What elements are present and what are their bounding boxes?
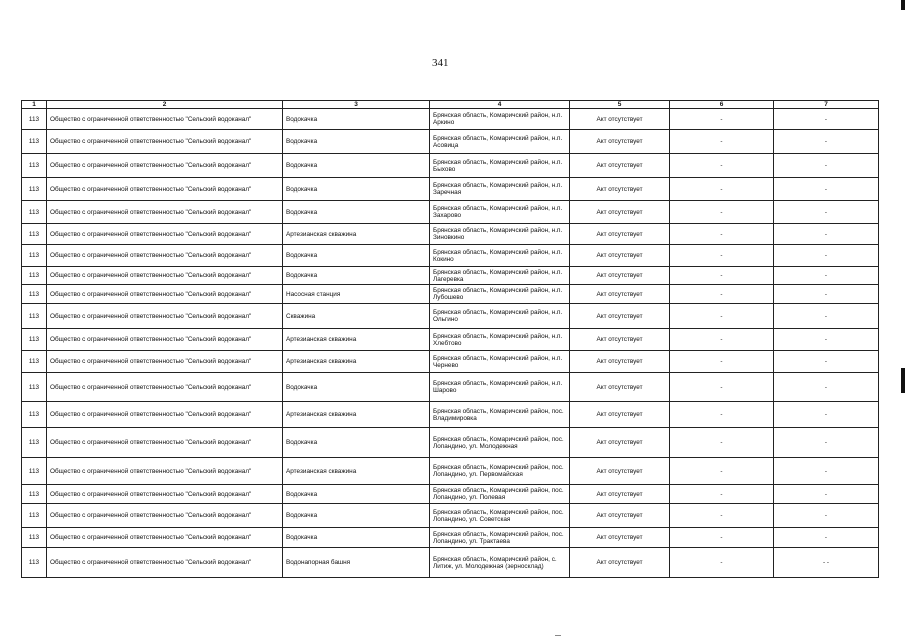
act-status-cell: Акт отсутствует	[570, 109, 670, 130]
column-7-cell: -	[774, 201, 879, 224]
address-cell: Брянская область, Комаричский район, н.п. Зиновкино	[430, 224, 570, 245]
object-cell: Артезианская скважина	[283, 351, 430, 373]
address-cell: Брянская область, Комаричский район, н.п. Быхово	[430, 154, 570, 178]
row-number-cell: 113	[22, 304, 47, 329]
act-status-cell: Акт отсутствует	[570, 428, 670, 458]
registry-table	[21, 100, 879, 578]
act-status-cell: Акт отсутствует	[570, 267, 670, 285]
table-header-row	[22, 101, 879, 109]
act-status-cell: Акт отсутствует	[570, 154, 670, 178]
column-6-cell: -	[670, 285, 774, 304]
row-number-cell: 113	[22, 154, 47, 178]
column-7-cell: -	[774, 130, 879, 154]
address-cell: Брянская область, Комаричский район, н.п. Асовица	[430, 130, 570, 154]
column-7-cell: -	[774, 154, 879, 178]
column-6-cell: -	[670, 402, 774, 428]
scan-edge-mark	[901, 0, 905, 10]
row-number-cell: 113	[22, 528, 47, 548]
organization-cell: Общество с ограниченной ответственностью "Сельский водоканал"	[47, 109, 283, 130]
object-cell: Водокачка	[283, 504, 430, 528]
organization-cell: Общество с ограниченной ответственностью "Сельский водоканал"	[47, 178, 283, 201]
table-row	[22, 304, 879, 329]
column-6-cell: -	[670, 201, 774, 224]
organization-cell: Общество с ограниченной ответственностью "Сельский водоканал"	[47, 224, 283, 245]
object-cell: Водокачка	[283, 528, 430, 548]
object-cell: Водокачка	[283, 245, 430, 267]
column-header: 3	[283, 101, 430, 109]
act-status-cell: Акт отсутствует	[570, 485, 670, 504]
row-number-cell: 113	[22, 373, 47, 402]
column-6-cell: -	[670, 130, 774, 154]
table-row	[22, 178, 879, 201]
column-header: 2	[47, 101, 283, 109]
column-6-cell: -	[670, 485, 774, 504]
row-number-cell: 113	[22, 130, 47, 154]
row-number-cell: 113	[22, 458, 47, 485]
organization-cell: Общество с ограниченной ответственностью "Сельский водоканал"	[47, 351, 283, 373]
column-7-cell: - -	[774, 548, 879, 578]
act-status-cell: Акт отсутствует	[570, 373, 670, 402]
row-number-cell: 113	[22, 285, 47, 304]
column-6-cell: -	[670, 548, 774, 578]
act-status-cell: Акт отсутствует	[570, 178, 670, 201]
row-number-cell: 113	[22, 267, 47, 285]
organization-cell: Общество с ограниченной ответственностью "Сельский водоканал"	[47, 329, 283, 351]
act-status-cell: Акт отсутствует	[570, 458, 670, 485]
column-header: 1	[22, 101, 47, 109]
row-number-cell: 113	[22, 109, 47, 130]
organization-cell: Общество с ограниченной ответственностью "Сельский водоканал"	[47, 130, 283, 154]
table-row	[22, 109, 879, 130]
act-status-cell: Акт отсутствует	[570, 504, 670, 528]
address-cell: Брянская область, Комаричский район, пос. Лопандино, ул. Молодежная	[430, 428, 570, 458]
column-7-cell: -	[774, 304, 879, 329]
address-cell: Брянская область, Комаричский район, пос. Лопандино, ул. Трактаева	[430, 528, 570, 548]
object-cell: Водокачка	[283, 201, 430, 224]
act-status-cell: Акт отсутствует	[570, 130, 670, 154]
object-cell: Артезианская скважина	[283, 329, 430, 351]
object-cell: Водокачка	[283, 178, 430, 201]
organization-cell: Общество с ограниченной ответственностью "Сельский водоканал"	[47, 245, 283, 267]
column-6-cell: -	[670, 224, 774, 245]
organization-cell: Общество с ограниченной ответственностью "Сельский водоканал"	[47, 402, 283, 428]
column-6-cell: -	[670, 528, 774, 548]
column-header: 4	[430, 101, 570, 109]
address-cell: Брянская область, Комаричский район, н.п. Лубошево	[430, 285, 570, 304]
column-6-cell: -	[670, 428, 774, 458]
object-cell: Водокачка	[283, 428, 430, 458]
column-6-cell: -	[670, 504, 774, 528]
row-number-cell: 113	[22, 402, 47, 428]
table-body	[22, 109, 879, 578]
object-cell: Артезианская скважина	[283, 224, 430, 245]
row-number-cell: 113	[22, 245, 47, 267]
organization-cell: Общество с ограниченной ответственностью "Сельский водоканал"	[47, 548, 283, 578]
act-status-cell: Акт отсутствует	[570, 402, 670, 428]
row-number-cell: 113	[22, 548, 47, 578]
column-6-cell: -	[670, 351, 774, 373]
address-cell: Брянская область, Комаричский район, с. Литиж, ул. Молодежная (зерносклад)	[430, 548, 570, 578]
table-row	[22, 130, 879, 154]
act-status-cell: Акт отсутствует	[570, 201, 670, 224]
organization-cell: Общество с ограниченной ответственностью "Сельский водоканал"	[47, 504, 283, 528]
table-row	[22, 285, 879, 304]
column-7-cell: -	[774, 528, 879, 548]
column-7-cell: -	[774, 245, 879, 267]
row-number-cell: 113	[22, 351, 47, 373]
table-row	[22, 548, 879, 578]
object-cell: Артезианская скважина	[283, 402, 430, 428]
address-cell: Брянская область, Комаричский район, пос. Владимировка	[430, 402, 570, 428]
column-7-cell: -	[774, 428, 879, 458]
column-6-cell: -	[670, 304, 774, 329]
table-row	[22, 351, 879, 373]
column-7-cell: -	[774, 285, 879, 304]
row-number-cell: 113	[22, 201, 47, 224]
act-status-cell: Акт отсутствует	[570, 245, 670, 267]
table-row	[22, 402, 879, 428]
act-status-cell: Акт отсутствует	[570, 224, 670, 245]
column-7-cell: -	[774, 402, 879, 428]
object-cell: Водокачка	[283, 130, 430, 154]
column-7-cell: -	[774, 504, 879, 528]
column-6-cell: -	[670, 373, 774, 402]
row-number-cell: 113	[22, 224, 47, 245]
address-cell: Брянская область, Комаричский район, пос. Лопандино, ул. Советская	[430, 504, 570, 528]
column-6-cell: -	[670, 154, 774, 178]
column-7-cell: -	[774, 178, 879, 201]
table-row	[22, 224, 879, 245]
address-cell: Брянская область, Комаричский район, пос. Лопандино, ул. Полевая	[430, 485, 570, 504]
object-cell: Скважина	[283, 304, 430, 329]
column-7-cell: -	[774, 485, 879, 504]
address-cell: Брянская область, Комаричский район, н.п. Захарово	[430, 201, 570, 224]
address-cell: Брянская область, Комаричский район, пос. Лопандино, ул. Первомайская	[430, 458, 570, 485]
organization-cell: Общество с ограниченной ответственностью "Сельский водоканал"	[47, 201, 283, 224]
organization-cell: Общество с ограниченной ответственностью "Сельский водоканал"	[47, 154, 283, 178]
object-cell: Водонапорная башня	[283, 548, 430, 578]
address-cell: Брянская область, Комаричский район, н.п. Кокино	[430, 245, 570, 267]
row-number-cell: 113	[22, 178, 47, 201]
act-status-cell: Акт отсутствует	[570, 304, 670, 329]
address-cell: Брянская область, Комаричский район, н.п. Заречная	[430, 178, 570, 201]
column-7-cell: -	[774, 109, 879, 130]
address-cell: Брянская область, Комаричский район, н.п. Лагеревка	[430, 267, 570, 285]
table-row	[22, 329, 879, 351]
organization-cell: Общество с ограниченной ответственностью "Сельский водоканал"	[47, 373, 283, 402]
column-7-cell: -	[774, 458, 879, 485]
object-cell: Артезианская скважина	[283, 458, 430, 485]
organization-cell: Общество с ограниченной ответственностью "Сельский водоканал"	[47, 485, 283, 504]
column-header: 5	[570, 101, 670, 109]
organization-cell: Общество с ограниченной ответственностью "Сельский водоканал"	[47, 285, 283, 304]
column-7-cell: -	[774, 351, 879, 373]
object-cell: Водокачка	[283, 267, 430, 285]
act-status-cell: Акт отсутствует	[570, 285, 670, 304]
organization-cell: Общество с ограниченной ответственностью "Сельский водоканал"	[47, 458, 283, 485]
organization-cell: Общество с ограниченной ответственностью "Сельский водоканал"	[47, 304, 283, 329]
act-status-cell: Акт отсутствует	[570, 548, 670, 578]
table-row	[22, 201, 879, 224]
table-row	[22, 458, 879, 485]
object-cell: Водокачка	[283, 485, 430, 504]
row-number-cell: 113	[22, 485, 47, 504]
object-cell: Водокачка	[283, 154, 430, 178]
column-6-cell: -	[670, 109, 774, 130]
act-status-cell: Акт отсутствует	[570, 528, 670, 548]
table-row	[22, 373, 879, 402]
row-number-cell: 113	[22, 329, 47, 351]
scan-bottom-mark	[555, 635, 561, 636]
column-6-cell: -	[670, 329, 774, 351]
column-header: 6	[670, 101, 774, 109]
organization-cell: Общество с ограниченной ответственностью "Сельский водоканал"	[47, 528, 283, 548]
column-7-cell: -	[774, 373, 879, 402]
column-6-cell: -	[670, 458, 774, 485]
object-cell: Водокачка	[283, 373, 430, 402]
address-cell: Брянская область, Комаричский район, н.п. Хлебтово	[430, 329, 570, 351]
table-row	[22, 245, 879, 267]
row-number-cell: 113	[22, 428, 47, 458]
table-row	[22, 154, 879, 178]
column-6-cell: -	[670, 245, 774, 267]
table-row	[22, 528, 879, 548]
organization-cell: Общество с ограниченной ответственностью "Сельский водоканал"	[47, 267, 283, 285]
column-7-cell: -	[774, 224, 879, 245]
scan-side-mark	[901, 368, 905, 393]
address-cell: Брянская область, Комаричский район, н.п. Ольгино	[430, 304, 570, 329]
table-row	[22, 504, 879, 528]
act-status-cell: Акт отсутствует	[570, 329, 670, 351]
object-cell: Водокачка	[283, 109, 430, 130]
act-status-cell: Акт отсутствует	[570, 351, 670, 373]
column-7-cell: -	[774, 267, 879, 285]
address-cell: Брянская область, Комаричский район, н.п. Шарово	[430, 373, 570, 402]
address-cell: Брянская область, Комаричский район, н.п. Аркино	[430, 109, 570, 130]
table-row	[22, 485, 879, 504]
address-cell: Брянская область, Комаричский район, н.п. Чернево	[430, 351, 570, 373]
column-6-cell: -	[670, 267, 774, 285]
table-row	[22, 428, 879, 458]
table-row	[22, 267, 879, 285]
column-6-cell: -	[670, 178, 774, 201]
column-7-cell: -	[774, 329, 879, 351]
row-number-cell: 113	[22, 504, 47, 528]
page-number: 341	[432, 57, 449, 69]
column-header: 7	[774, 101, 879, 109]
object-cell: Насосная станция	[283, 285, 430, 304]
organization-cell: Общество с ограниченной ответственностью "Сельский водоканал"	[47, 428, 283, 458]
